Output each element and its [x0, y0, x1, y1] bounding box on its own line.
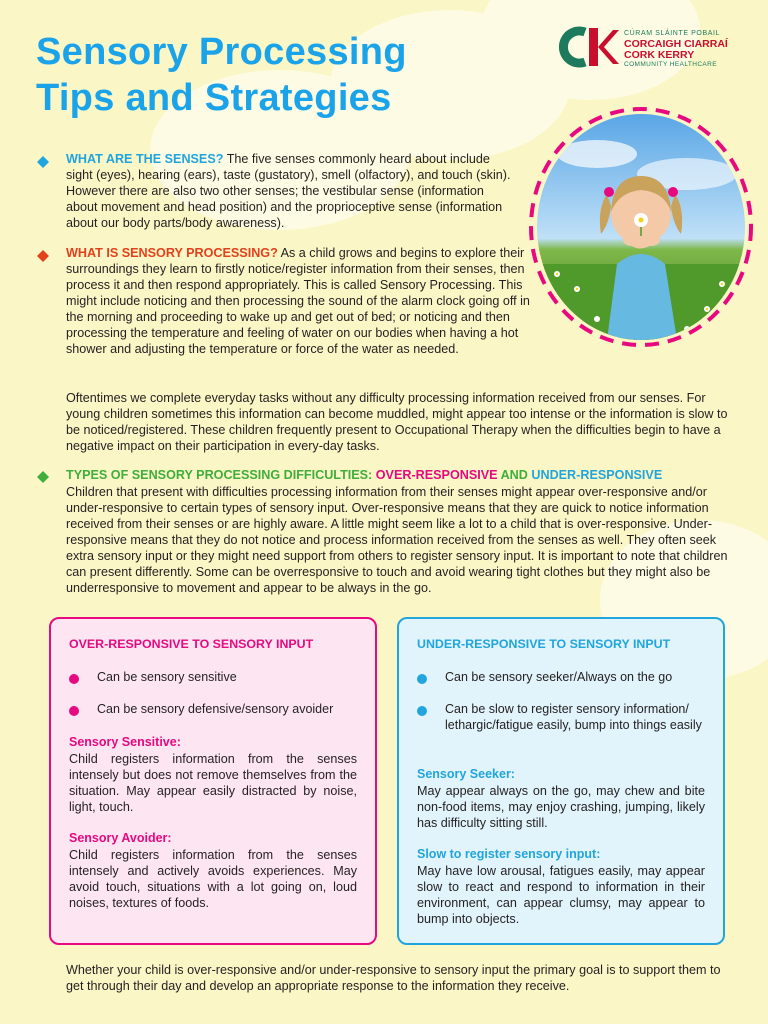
types-heading-under: UNDER-RESPONSIVE — [531, 468, 663, 482]
pink-dot-icon — [69, 706, 79, 716]
under-box-heading: UNDER-RESPONSIVE TO SENSORY INPUT — [417, 637, 671, 651]
over-bullet-1: Can be sensory sensitive — [97, 670, 237, 684]
under-bullet-2: Can be slow to register sensory information/ lethargic/fatigue easily, bump into things easily — [445, 702, 702, 732]
pink-dot-icon — [69, 674, 79, 684]
senses-heading: WHAT ARE THE SENSES? — [66, 152, 224, 166]
blue-dot-icon — [417, 674, 427, 684]
diamond-bullet-icon — [37, 156, 49, 168]
cork-kerry-logo — [557, 24, 757, 74]
types-heading-and: AND — [497, 468, 532, 482]
over-bullet-2: Can be sensory defensive/sensory avoider — [97, 702, 334, 716]
senses-paragraph — [66, 151, 518, 231]
slow-to-register-title: Slow to register sensory input: — [417, 847, 601, 861]
title-line-1: Sensory Processing — [36, 31, 407, 73]
diamond-bullet-icon — [37, 250, 49, 262]
sensory-sensitive-title: Sensory Sensitive: — [69, 735, 181, 749]
logo-irish-name: CORCAIGH CIARRAÍ — [624, 38, 728, 50]
blue-dot-icon — [417, 706, 427, 716]
under-responsive-box — [397, 617, 725, 945]
logo-english-name: CORK KERRY — [624, 49, 695, 61]
types-heading-part1: TYPES OF SENSORY PROCESSING DIFFICULTIES: — [66, 468, 376, 482]
sensory-avoider-text: Child registers information from the senses intensely and actively avoids experiences. May avoid touch, situations with a lot going on, loud noises, textures of foods. — [69, 848, 357, 910]
page-title — [36, 30, 407, 121]
over-responsive-box — [49, 617, 377, 945]
types-heading-over: OVER-RESPONSIVE — [375, 468, 498, 482]
processing-text: As a child grows and begins to explore their surroundings they learn to firstly notice/register information from their senses, then process it and then respond appropriately. This is called Sensory Processing. This might include noticing and then processing the sound of the alarm clock going off in the morning and proceeding to wake up and get out of bed; or noticing and then processing the temperature and feeling of water on our bodies when having a hot shower and adjusting the temperature or force of the water as needed. — [66, 246, 530, 356]
types-paragraph: Children that present with difficulties processing information from their senses might appear over-responsive and/or under-responsive to certain types of sensory input. Over-responsive means that they are quick to notice information received from their senses or are highly aware. A little might seem like a lot to a child that is over-responsive. Under-responsive means that they do not notice and process information received from the senses as well. They often seek extra sensory input or they might need support from others to register sensory input. It is important to note that children can present differently. Some can be overresponsive to touch and avoid wearing tight clothes but they might also be underresponsive to movement and appear to be always in the go. — [66, 485, 728, 595]
processing-heading: WHAT IS SENSORY PROCESSING? — [66, 246, 278, 260]
under-bullet-1: Can be sensory seeker/Always on the go — [445, 670, 673, 684]
ck-logo-mark-icon — [557, 24, 619, 70]
logo-english-subtitle: COMMUNITY HEALTHCARE — [624, 61, 717, 68]
processing-paragraph — [66, 245, 542, 357]
sensory-avoider-title: Sensory Avoider: — [69, 831, 172, 845]
diamond-bullet-icon — [37, 471, 49, 483]
closing-paragraph: Whether your child is over-responsive and/or under-responsive to sensory input the primary goal is to support them to get through their day and develop an appropriate response to the information they receive. — [66, 963, 721, 993]
over-box-heading: OVER-RESPONSIVE TO SENSORY INPUT — [69, 637, 314, 651]
sensory-seeker-title: Sensory Seeker: — [417, 767, 515, 781]
slow-to-register-text: May have low arousal, fatigues easily, may appear slow to react and respond to information in their environment, can appear clumsy, may appear to bump into objects. — [417, 864, 705, 926]
oftentimes-paragraph: Oftentimes we complete everyday tasks without any difficulty processing information received from our senses. For young children sometimes this information can become muddled, might appear too intense or the information is slow to be noticed/registered. These children frequently present to Occupational Therapy when the difficulties begin to have a negative impact on their participation in every-day tasks. — [66, 391, 728, 453]
title-line-2: Tips and Strategies — [36, 76, 392, 119]
sensory-seeker-text: May appear always on the go, may chew and bite non-food items, may enjoy crashing, jumping, likely has difficulty sitting still. — [417, 784, 705, 830]
types-heading — [66, 467, 738, 483]
senses-text: The five senses commonly heard about include sight (eyes), hearing (ears), taste (gustatory), smell (olfactory), and touch (skin). However there are also two other senses; the vestibular sense (information about movement and head position) and the proprioceptive sense (information about our body parts/body awareness). — [66, 152, 511, 230]
dashed-pink-ring — [526, 104, 756, 350]
sensory-sensitive-text: Child registers information from the senses intensely but does not remove themselves from the situation. May appear easily distracted by noise, light, touch. — [69, 752, 357, 814]
logo-irish-subtitle: CÚRAM SLÁINTE POBAIL — [624, 30, 721, 37]
